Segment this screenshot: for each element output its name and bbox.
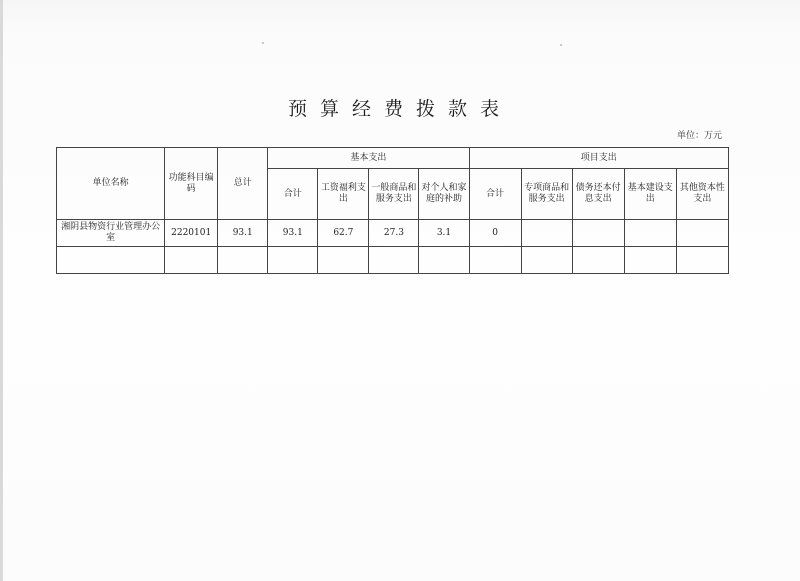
header-personal-subsidy: 对个人和家庭的补助 (419, 169, 469, 220)
cell-unit-name: 湘阴县物资行业管理办公室 (57, 220, 165, 247)
cell-special-goods (521, 220, 572, 247)
header-row-1 (57, 148, 729, 169)
scan-speck (262, 42, 264, 44)
empty-table-row (57, 247, 729, 274)
scan-speck (560, 44, 562, 46)
cell-func-code: 2220101 (165, 220, 218, 247)
cell-basic-subtotal: 93.1 (268, 220, 318, 247)
header-goods-services: 一般商品和服务支出 (369, 169, 419, 220)
header-unit-name: 单位名称 (57, 148, 165, 220)
cell-other-capital (676, 220, 728, 247)
header-debt-service: 债务还本付息支出 (572, 169, 624, 220)
cell-goods-services: 27.3 (369, 220, 419, 247)
header-capital-construction: 基本建设支出 (624, 169, 676, 220)
header-project-subtotal: 合计 (469, 169, 521, 220)
unit-label: 单位：万元 (677, 131, 723, 141)
cell-project-subtotal: 0 (469, 220, 521, 247)
header-func-code: 功能科目编码 (165, 148, 218, 220)
header-basic-expenditure: 基本支出 (268, 148, 469, 169)
cell-wages-welfare: 62.7 (318, 220, 369, 247)
table-row (57, 220, 729, 247)
header-total: 总计 (218, 148, 268, 220)
cell-personal-subsidy: 3.1 (419, 220, 469, 247)
budget-table (56, 147, 729, 274)
header-wages-welfare: 工资福利支出 (318, 169, 369, 220)
scan-edge (0, 0, 3, 581)
header-other-capital: 其他资本性支出 (676, 169, 728, 220)
header-special-goods: 专项商品和服务支出 (521, 169, 572, 220)
cell-capital-construction (624, 220, 676, 247)
cell-debt-service (572, 220, 624, 247)
header-basic-subtotal: 合计 (268, 169, 318, 220)
header-project-expenditure: 项目支出 (469, 148, 728, 169)
cell-total: 93.1 (218, 220, 268, 247)
page-title: 预算经费拨款表 (287, 98, 512, 120)
